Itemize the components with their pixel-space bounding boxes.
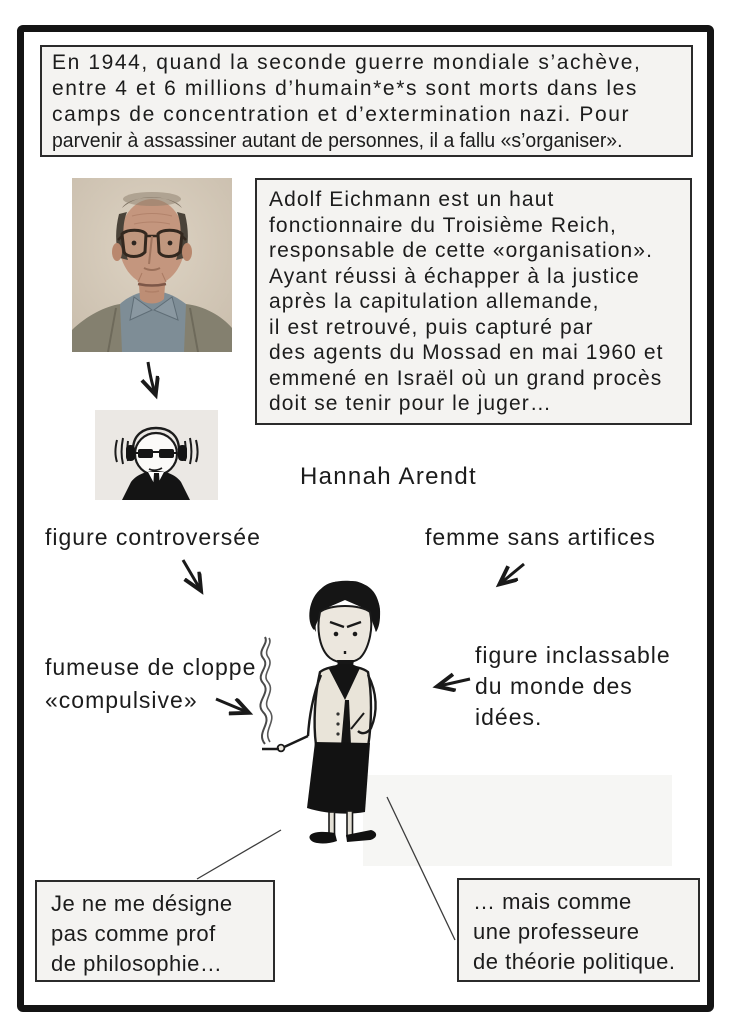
eichmann-bio-box: [255, 178, 692, 425]
eichmann-photo: [72, 178, 232, 352]
arendt-drawing: [250, 572, 490, 852]
quote-line: de théorie politique.: [473, 949, 676, 974]
bio-line: responsable de cette «organisation».: [269, 239, 654, 262]
quote-line: Je ne me désigne: [51, 891, 233, 916]
label-fumeuse-de-cloppe: [45, 651, 256, 717]
quote-line: une professeure: [473, 919, 640, 944]
quote-line: pas comme prof: [51, 921, 216, 946]
quote-box-right: [457, 878, 700, 982]
hannah-arendt-label: Hannah Arendt: [300, 463, 478, 490]
label-line: du monde des: [475, 673, 633, 699]
bio-line: emmené en Israël où un grand procès: [269, 366, 663, 390]
label-figure-inclassable: [475, 640, 671, 733]
label-line: idées.: [475, 704, 543, 730]
quote-line: … mais comme: [473, 889, 632, 914]
intro-line: parvenir à assassiner autant de personnes, il a fallu «s’organiser».: [52, 130, 623, 152]
intro-line: En 1944, quand la seconde guerre mondiale s’achève,: [52, 51, 642, 74]
quote-box-left: [35, 880, 275, 982]
label-femme-sans-artifices: femme sans artifices: [425, 524, 656, 550]
bio-line: Adolf Eichmann est un haut: [269, 188, 555, 211]
bio-line: doit se tenir pour le juger…: [269, 392, 552, 415]
label-line: «compulsive»: [45, 687, 198, 713]
quote-line: de philosophie…: [51, 951, 223, 976]
bio-line: il est retrouvé, puis capturé par: [269, 315, 594, 339]
eichmann-sketch: [95, 410, 218, 500]
intro-caption-box: [40, 45, 693, 157]
bio-line: Ayant réussi à échapper à la justice: [269, 264, 640, 288]
label-line: fumeuse de cloppe: [45, 654, 257, 680]
label-figure-controversee: figure controversée: [45, 524, 261, 550]
bio-line: des agents du Mossad en mai 1960 et: [269, 341, 664, 364]
intro-line: camps de concentration et d’extermination nazi. Pour: [52, 103, 631, 126]
intro-line: entre 4 et 6 millions d’humain*e*s sont morts dans les: [52, 77, 638, 100]
bio-line: fonctionnaire du Troisième Reich,: [269, 213, 617, 237]
bio-line: après la capitulation allemande,: [269, 290, 600, 313]
label-line: figure inclassable: [475, 642, 671, 668]
